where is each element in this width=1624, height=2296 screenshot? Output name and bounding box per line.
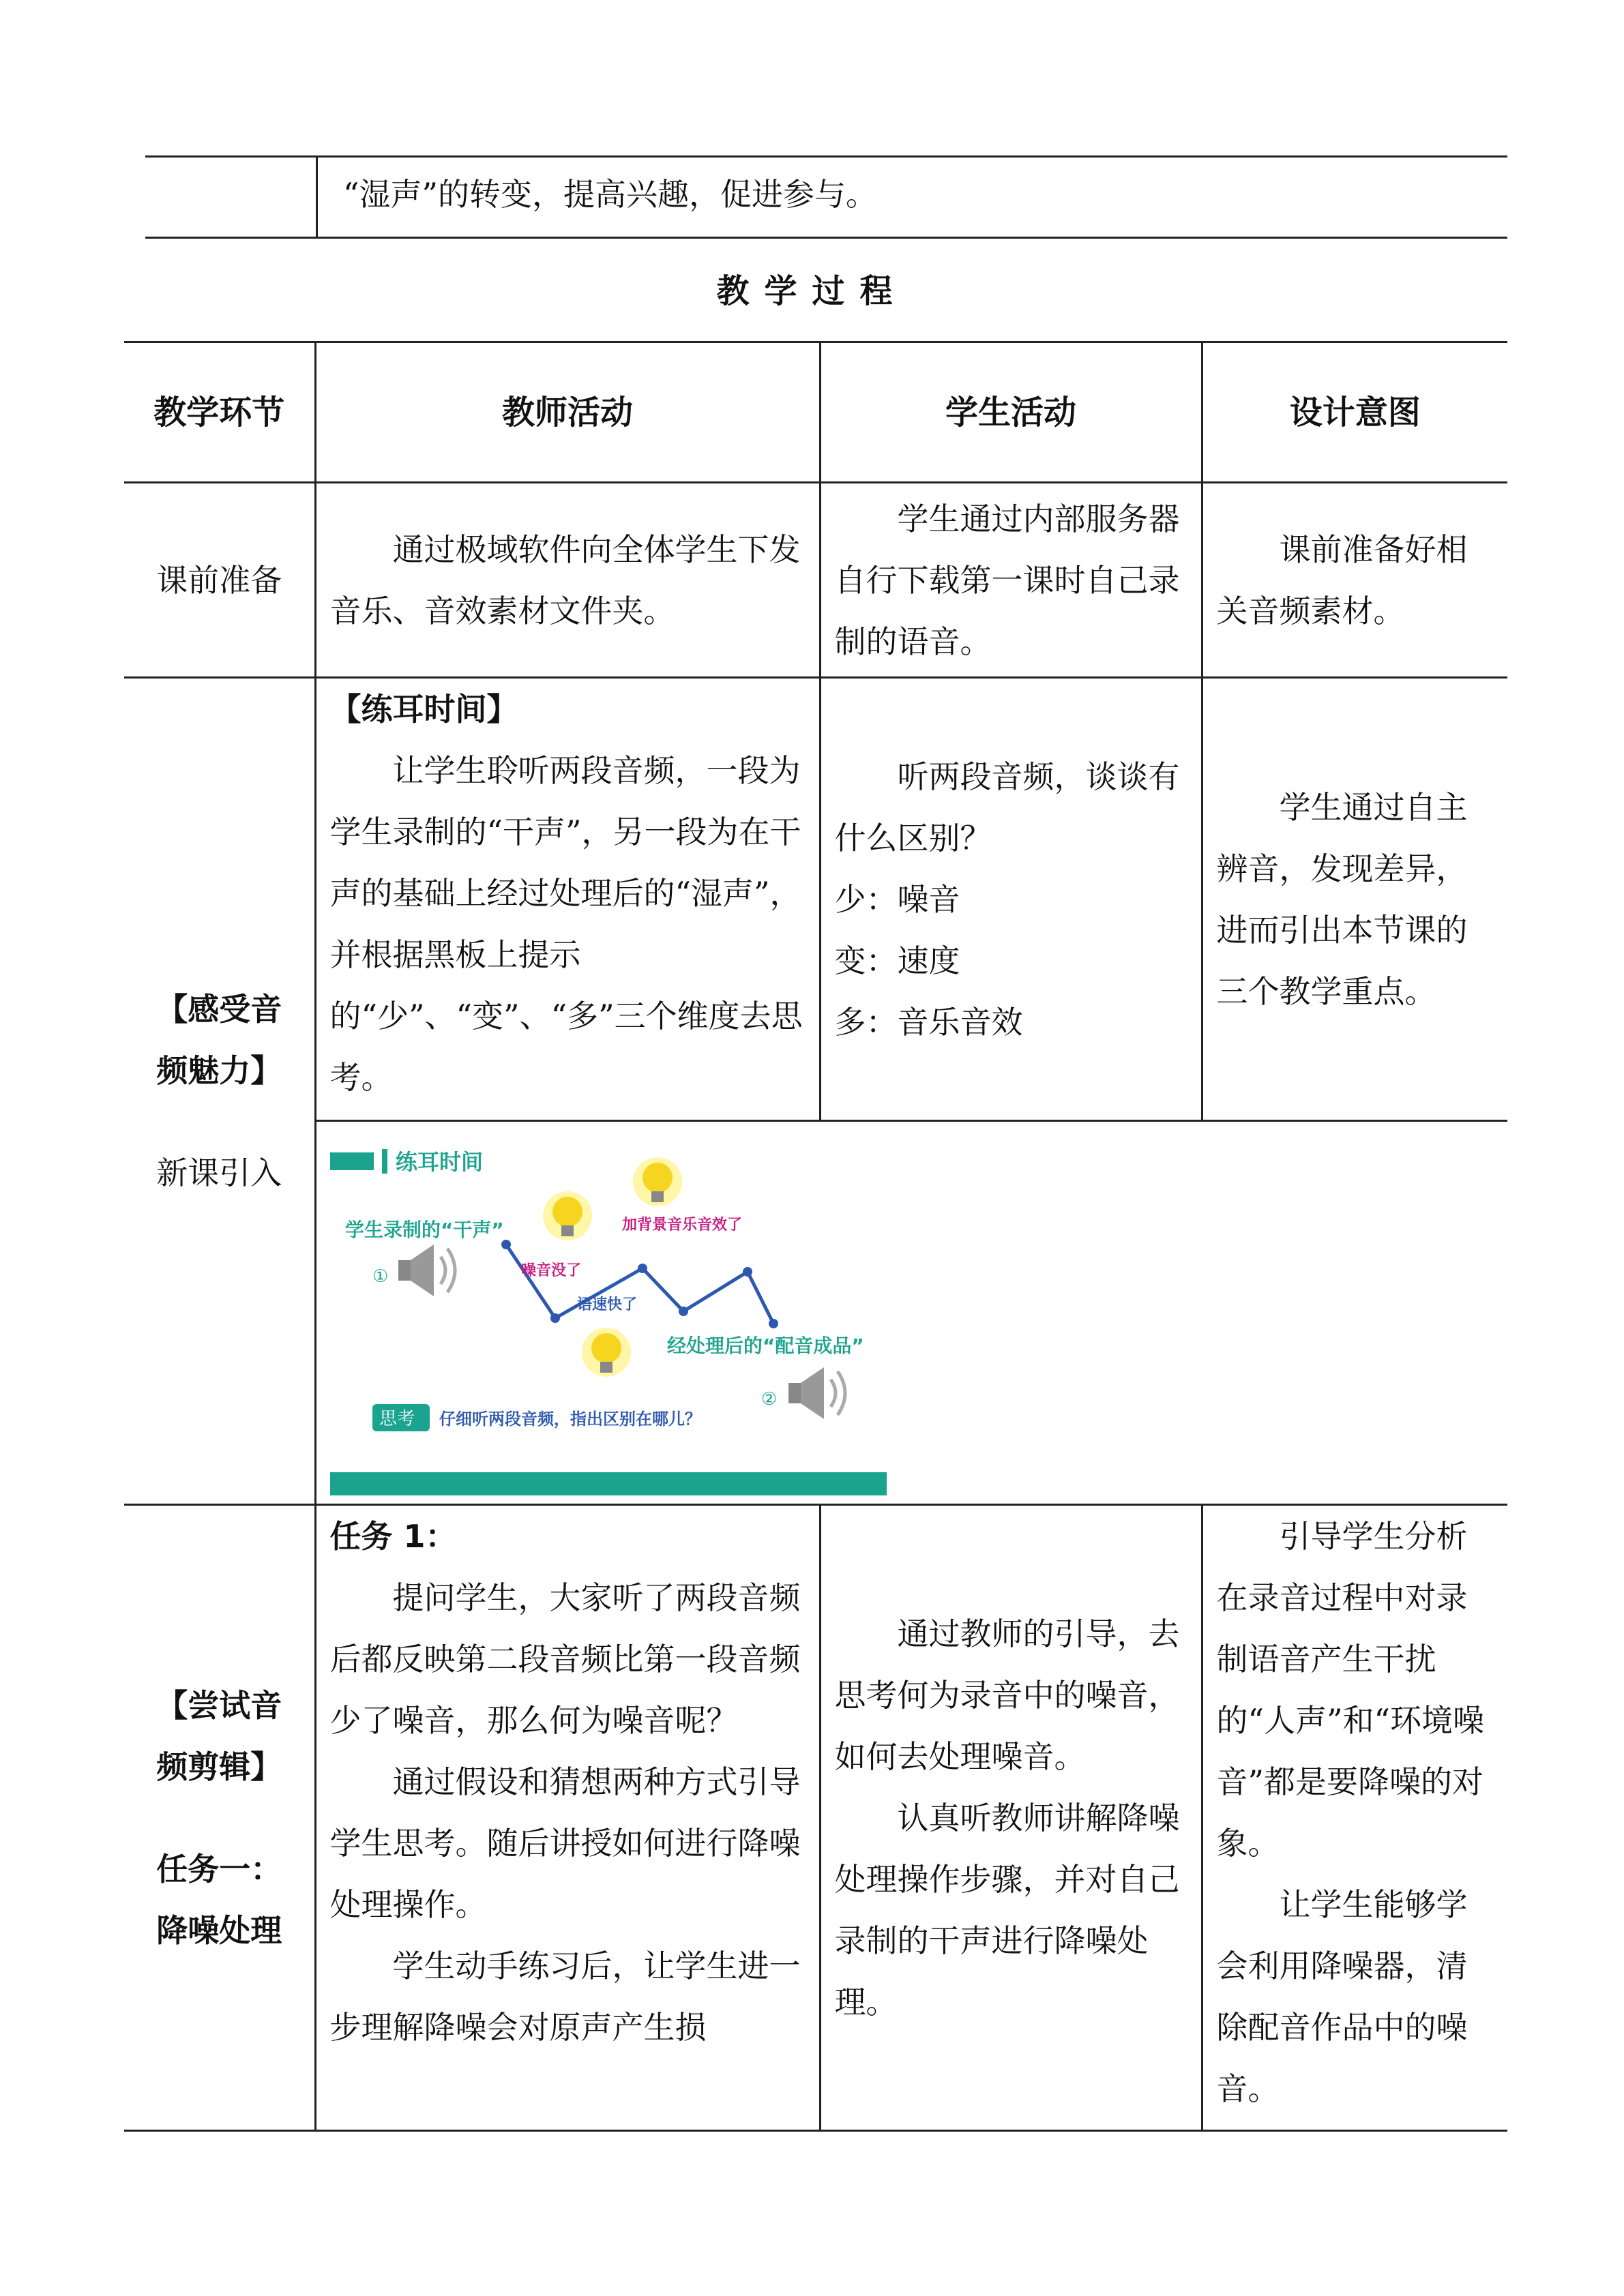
teacher-task — [315, 1505, 820, 2131]
stage-feel — [124, 678, 315, 1505]
teacher-task-p2: 通过假设和猜想两种方式引导学生思考。随后讲授如何进行降噪处理操作。 — [329, 1763, 801, 1923]
student-prep — [820, 483, 1202, 678]
student-feel-intro: 听两段音频，谈谈有什么区别？ — [834, 758, 1180, 856]
section-title: 教学过程 — [716, 272, 908, 310]
carryover-text: “湿声”的转变，提高兴趣，促进参与。 — [343, 176, 878, 213]
stage-feel-sub: 新课引入 — [156, 1154, 282, 1191]
student-feel-line-1: 少：噪音 — [834, 880, 960, 918]
speaker-icon — [398, 1244, 455, 1296]
teacher-task-p3: 学生动手练习后，让学生进一步理解降噪会对原声产生损 — [329, 1948, 801, 2046]
dry-label: 学生录制的“干声” — [344, 1219, 504, 1241]
noise-gone-label: 噪音没了 — [520, 1262, 581, 1279]
ear-training-slide — [330, 1135, 889, 1497]
slide-title: 练耳时间 — [395, 1149, 483, 1175]
speaker-icon — [788, 1367, 845, 1419]
teacher-feel-text: 让学生聆听两段音频，一段为学生录制的“干声”，另一段为在干声的基础上经过处理后的“湿声”，并根据黑板上提示的“少”、“变”、“多”三个维度去思考。 — [329, 752, 803, 1096]
intent-feel-text: 学生通过自主辨音，发现差异，进而引出本节课的三个教学重点。 — [1216, 788, 1468, 1010]
teacher-task-heading: 任务 1： — [329, 1518, 457, 1555]
think-tag-text: 思考 — [379, 1409, 415, 1429]
header-stage: 教学环节 — [124, 342, 315, 483]
row-feel — [124, 678, 1507, 1121]
intent-prep — [1202, 483, 1507, 678]
lightbulb-icon — [543, 1191, 592, 1240]
stage-prep: 课前准备 — [124, 483, 315, 678]
slide-title-tick — [382, 1149, 387, 1174]
teacher-task-p1: 提问学生，大家听了两段音频后都反映第二段音频比第一段音频少了噪音，那么何为噪音呢？ — [329, 1579, 801, 1739]
slide-footer-bar — [330, 1472, 887, 1495]
row-task — [124, 1505, 1507, 2131]
header-row — [124, 342, 1507, 483]
stage-task — [124, 1505, 315, 2131]
wave-node — [501, 1240, 511, 1249]
lightbulb-icon — [582, 1328, 631, 1377]
intent-prep-text: 课前准备好相关音频素材。 — [1216, 531, 1468, 629]
header-teacher: 教师活动 — [315, 342, 820, 483]
stage-feel-title-1: 【感受音 — [156, 991, 282, 1028]
think-text: 仔细听两段音频，指出区别在哪儿？ — [439, 1410, 701, 1429]
wave-node — [638, 1264, 647, 1273]
header-intent: 设计意图 — [1202, 342, 1507, 483]
student-feel — [820, 678, 1202, 1121]
carryover-row — [145, 155, 1507, 239]
wave-line — [506, 1244, 773, 1324]
student-prep-text: 学生通过内部服务器自行下载第一课时自己录制的语音。 — [834, 500, 1180, 660]
student-feel-line-3: 多：音乐音效 — [834, 1003, 1023, 1041]
lightbulb-icon — [633, 1157, 682, 1206]
speed-up-label: 语速快了 — [576, 1296, 637, 1313]
num-2: ② — [761, 1389, 777, 1410]
stage-feel-title-2: 频魅力】 — [156, 1052, 282, 1089]
intent-task-p2: 让学生能够学会利用降噪器，清除配音作品中的噪音。 — [1216, 1886, 1468, 2107]
teacher-prep — [315, 483, 820, 678]
header-student: 学生活动 — [820, 342, 1202, 483]
student-feel-line-2: 变：速度 — [834, 942, 960, 979]
slide-title-bar — [330, 1152, 374, 1170]
teaching-process-table — [124, 341, 1507, 2132]
slide-cell — [315, 1121, 1507, 1505]
intent-task-p1: 引导学生分析在录音过程中对录制语音产生干扰的“人声”和“环境噪音”都是要降噪的对象。 — [1216, 1518, 1485, 1862]
row-prep — [124, 483, 1507, 678]
intent-task — [1202, 1505, 1507, 2131]
stage-task-title-1: 【尝试音 — [156, 1686, 282, 1724]
num-1: ① — [372, 1266, 388, 1287]
stage-task-sub-2: 降噪处理 — [156, 1911, 282, 1949]
teacher-feel-heading: 【练耳时间】 — [329, 691, 518, 728]
wave-node — [743, 1267, 752, 1277]
processed-label: 经处理后的“配音成品” — [666, 1335, 864, 1357]
music-added-label: 加背景音乐音效了 — [621, 1217, 742, 1234]
wave-node — [769, 1319, 778, 1328]
teacher-feel — [315, 678, 820, 1121]
intent-feel — [1202, 678, 1507, 1121]
wave-node — [679, 1307, 688, 1316]
stage-task-sub-1: 任务一： — [156, 1850, 282, 1888]
teacher-prep-text: 通过极域软件向全体学生下发音乐、音效素材文件夹。 — [329, 531, 801, 629]
wave-node — [550, 1313, 560, 1323]
student-task-p1: 通过教师的引导，去思考何为录音中的噪音，如何去处理噪音。 — [834, 1615, 1180, 1775]
stage-task-title-2: 频剪辑】 — [156, 1748, 282, 1785]
carryover-divider — [316, 158, 318, 237]
student-task — [820, 1505, 1202, 2131]
row-slide — [124, 1121, 1507, 1505]
student-task-p2: 认真听教师讲解降噪处理操作步骤，并对自己录制的干声进行降噪处理。 — [834, 1799, 1180, 2021]
